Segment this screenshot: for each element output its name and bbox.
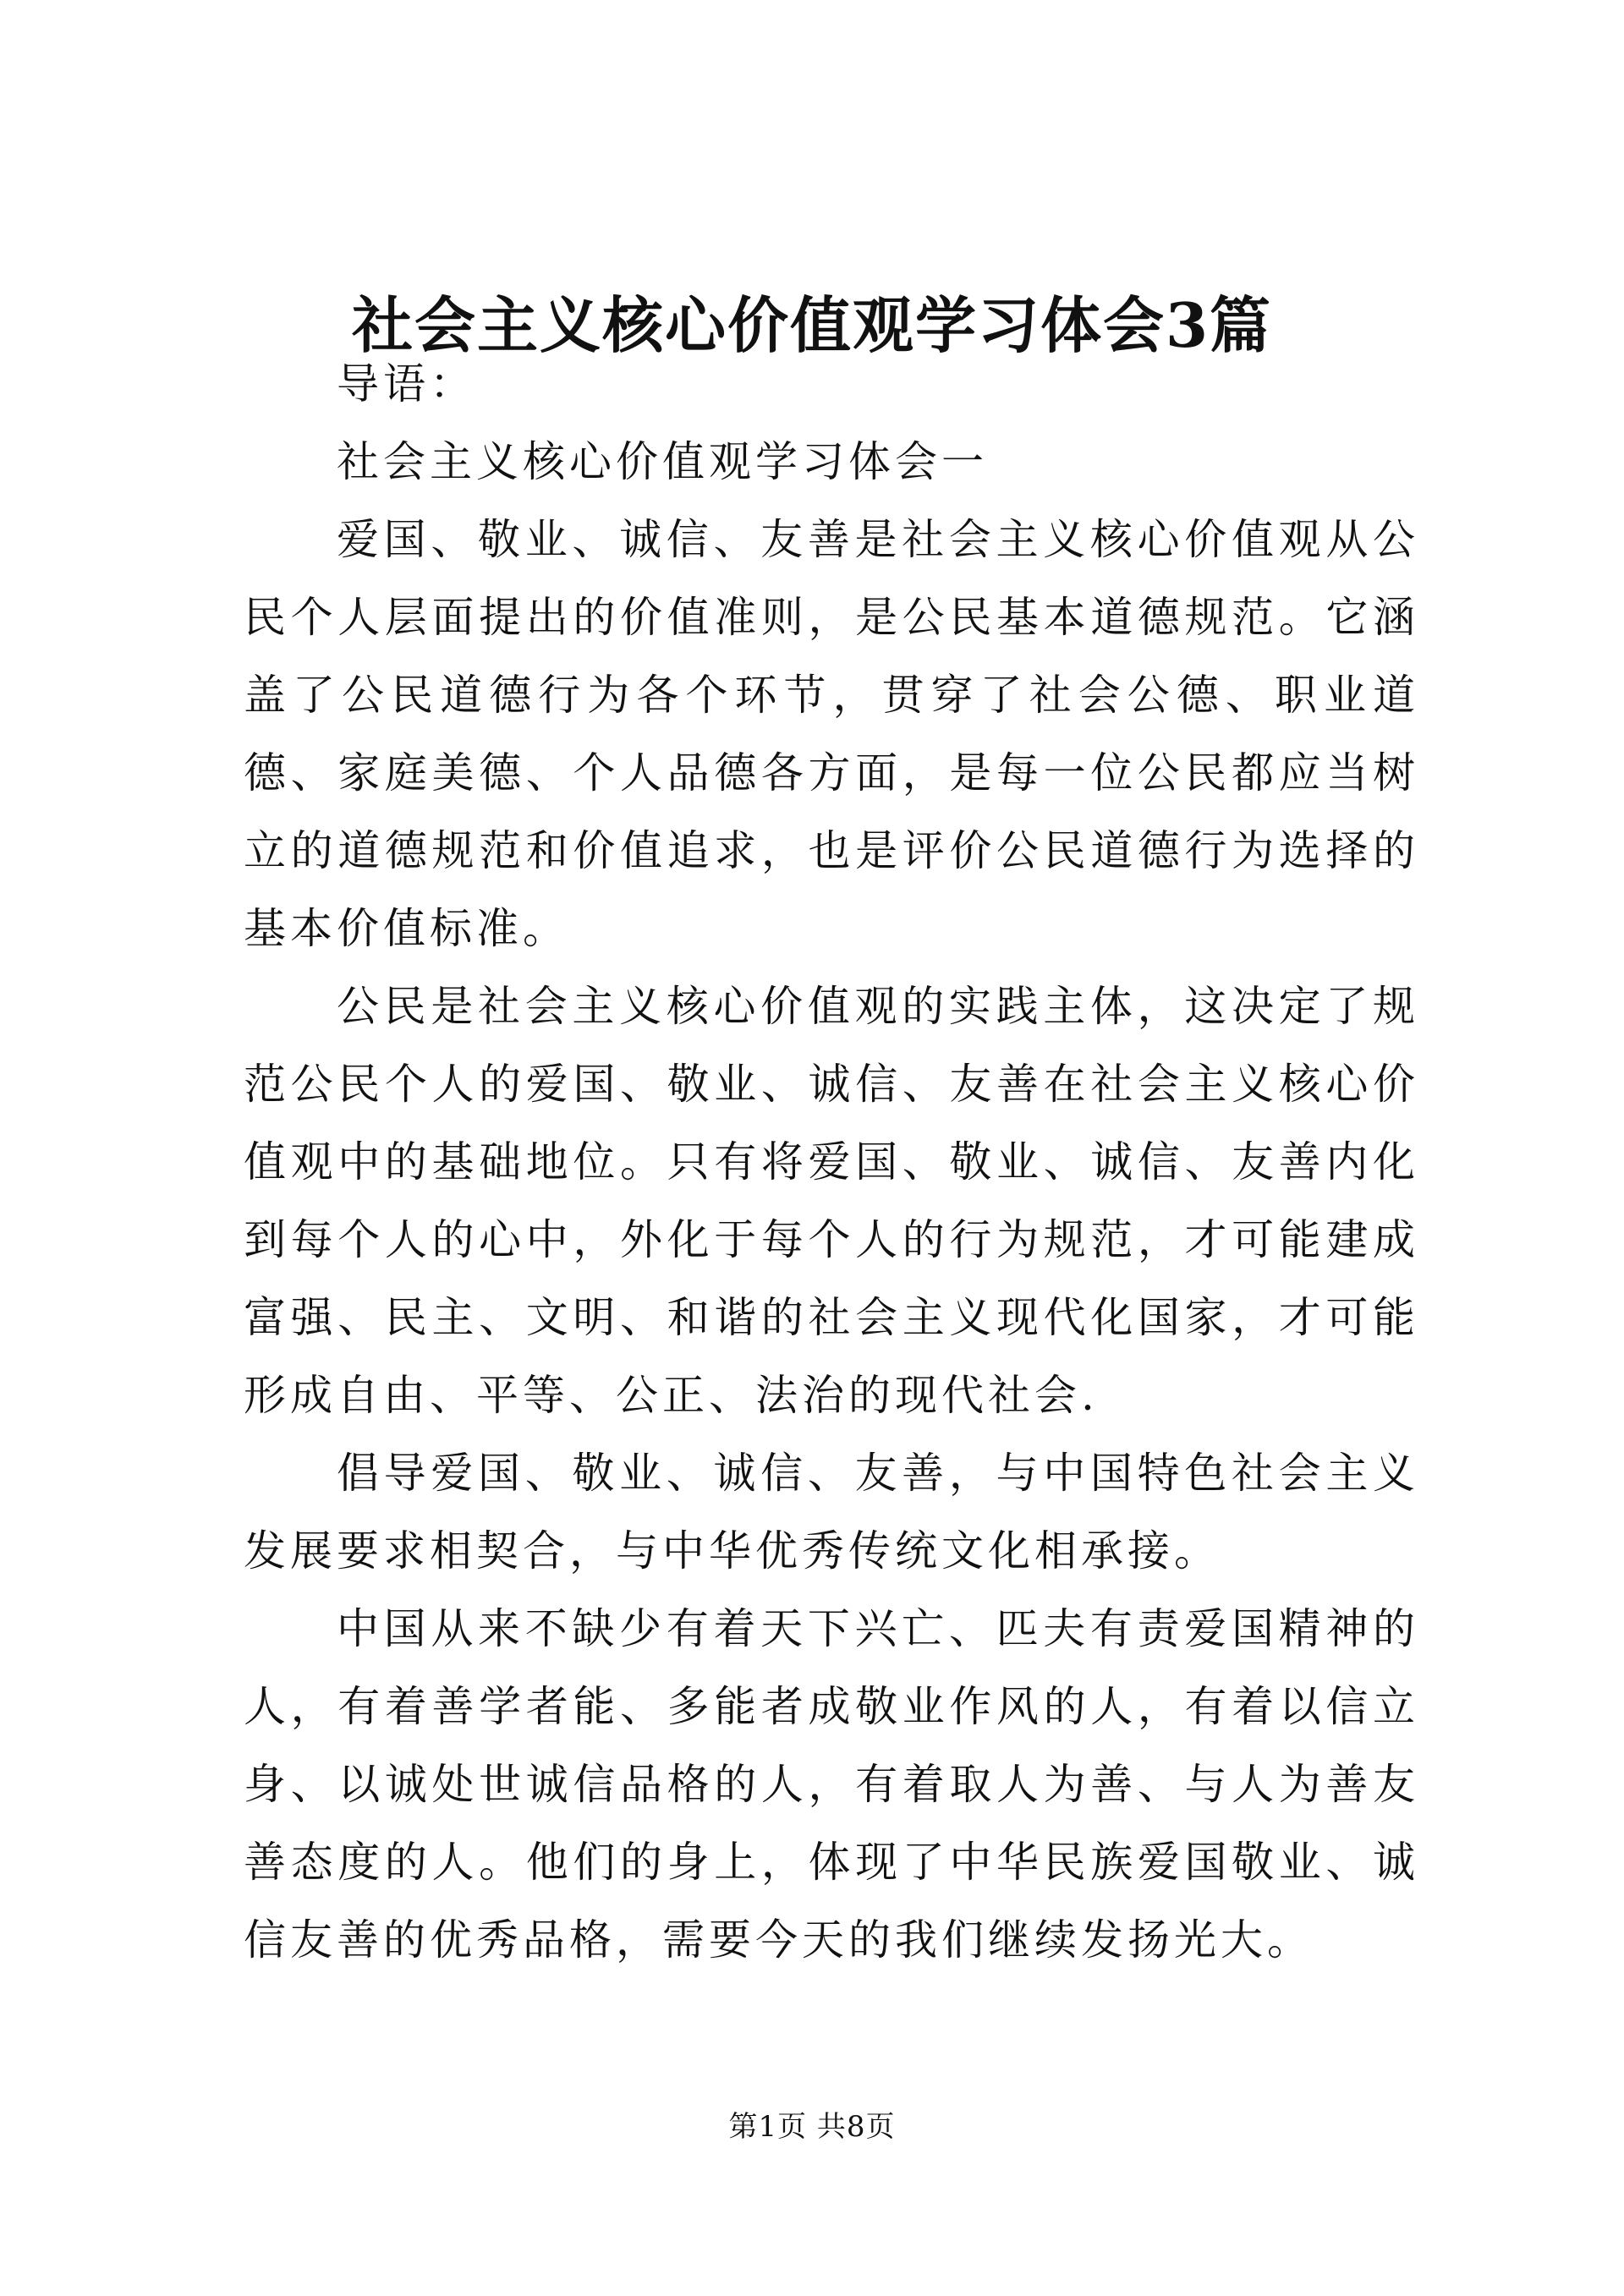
document-body: [244, 345, 1419, 1979]
body-paragraph: 中国从来不缺少有着天下兴亡、匹夫有责爱国精神的人，有着善学者能、多能者成敬业作风的人，有着以信立身、以诚处世诚信品格的人，有着取人为善、与人为善友善态度的人。他们的身上，体现了中华民族爱国敬业、诚信友善的优秀品格，需要今天的我们继续发扬光大。: [244, 1604, 1419, 1964]
section-heading: 社会主义核心价值观学习体会一: [337, 437, 988, 486]
intro-label: 导语：: [337, 359, 476, 408]
page-footer: 第1页 共8页: [728, 2110, 896, 2144]
body-paragraph: 爱国、敬业、诚信、友善是社会主义核心价值观从公民个人层面提出的价值准则，是公民基本道德规范。它涵盖了公民道德行为各个环节，贯穿了社会公德、职业道德、家庭美德、个人品德各方面，是每一位公民都应当树立的道德规范和价值追求，也是评价公民道德行为选择的基本价值标准。: [244, 515, 1419, 953]
body-paragraph: 倡导爱国、敬业、诚信、友善，与中国特色社会主义发展要求相契合，与中华优秀传统文化相承接。: [244, 1449, 1419, 1575]
body-paragraph: 公民是社会主义核心价值观的实践主体，这决定了规范公民个人的爱国、敬业、诚信、友善在社会主义核心价值观中的基础地位。只有将爱国、敬业、诚信、友善内化到每个人的心中，外化于每个人的行为规范，才可能建成富强、民主、文明、和谐的社会主义现代化国家，才可能形成自由、平等、公正、法治的现代社会.: [244, 982, 1419, 1420]
document-title: 社会主义核心价值观学习体会3篇: [351, 289, 1273, 361]
